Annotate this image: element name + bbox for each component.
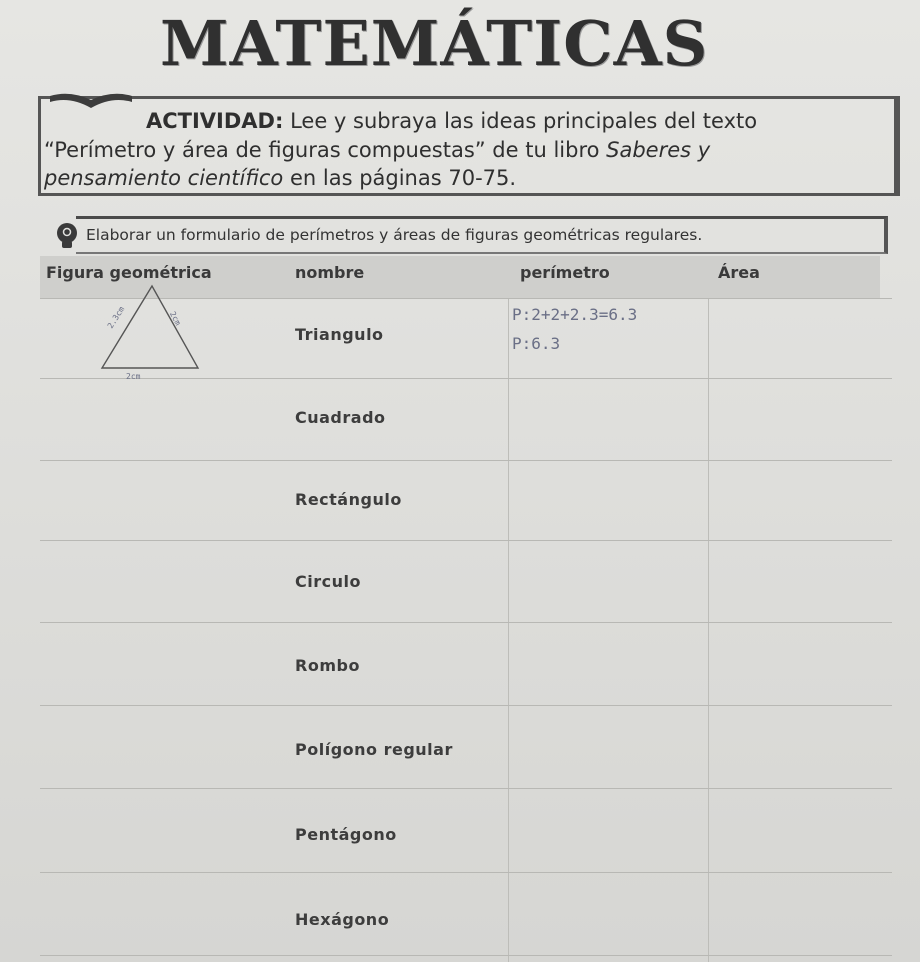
- row-separator: [40, 460, 892, 461]
- row-name-rombo: Rombo: [295, 656, 360, 675]
- activity-text-3-italic: pensamiento científico: [44, 166, 284, 190]
- activity-line-2: [44, 138, 710, 162]
- header-area: Área: [718, 263, 760, 282]
- table-divider-area: [708, 298, 709, 962]
- row-name-cuadrado: Cuadrado: [295, 408, 386, 427]
- lightbulb-icon: [54, 222, 80, 250]
- triangle-left-side-label: 2.3cm: [105, 304, 127, 331]
- activity-line-3: [44, 166, 516, 190]
- row-name-rectangulo: Rectángulo: [295, 490, 402, 509]
- table-divider-perimetro: [508, 298, 509, 962]
- activity-label: ACTIVIDAD:: [146, 109, 284, 133]
- triangle-base-label: 2cm: [126, 372, 141, 381]
- header-perimetro: perímetro: [520, 263, 610, 282]
- row-name-triangulo: Triangulo: [295, 325, 384, 344]
- handwritten-perimeter-calc: P:2+2+2.3=6.3: [512, 305, 638, 324]
- row-separator: [40, 540, 892, 541]
- row-name-pentagono: Pentágono: [295, 825, 397, 844]
- activity-line-1: [146, 109, 757, 133]
- row-separator: [40, 788, 892, 789]
- instruction-text: Elaborar un formulario de perímetros y áreas de figuras geométricas regulares.: [86, 226, 703, 244]
- triangle-right-side-label: 2cm: [167, 310, 183, 327]
- page-title: MATEMÁTICAS: [160, 7, 709, 80]
- header-nombre: nombre: [295, 263, 365, 282]
- row-separator: [40, 622, 892, 623]
- row-name-hexagono: Hexágono: [295, 910, 390, 929]
- activity-text-2: “Perímetro y área de figuras compuestas” de tu libro: [44, 138, 607, 162]
- row-separator: [40, 872, 892, 873]
- row-separator: [40, 705, 892, 706]
- activity-text-3: en las páginas 70-75.: [283, 166, 517, 190]
- triangle-sketch: [86, 280, 216, 390]
- row-name-circulo: Circulo: [295, 572, 361, 591]
- row-name-poligono-regular: Polígono regular: [295, 740, 453, 759]
- activity-text-2-italic: Saberes y: [606, 138, 711, 162]
- activity-text-1: Lee y subraya las ideas principales del texto: [290, 109, 758, 133]
- row-separator: [40, 955, 892, 956]
- book-icon: [48, 92, 134, 110]
- handwritten-perimeter-result: P:6.3: [512, 334, 561, 353]
- header-figura: Figura geométrica: [46, 263, 212, 282]
